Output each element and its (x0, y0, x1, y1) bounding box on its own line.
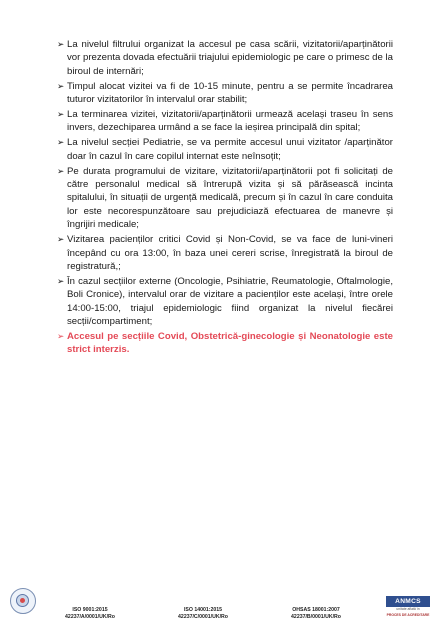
certification-code: 42237/A/0001/UK/Ro (65, 613, 115, 620)
visiting-rules-list (57, 38, 393, 358)
certification-standard: ISO 9001:2015 (72, 607, 108, 613)
rule-item (57, 233, 393, 273)
arrow-bullet-icon: ➢ (57, 165, 65, 176)
rule-text: La terminarea vizitei, vizitatorii/aparținătorii urmează același traseu în sens invers, dezechiparea urmând a se face la ieșirea principală din spital; (67, 109, 393, 134)
arrow-bullet-icon: ➢ (57, 275, 65, 286)
certification-code: 42237/B/0001/UK/Ro (291, 613, 341, 620)
seal-center-mark (20, 598, 25, 603)
certification-standard: ISO 14001:2015 (183, 607, 223, 613)
certification-iso-14001 (167, 607, 239, 620)
rule-item (57, 38, 393, 78)
rule-item (57, 108, 393, 135)
certification-code: 42237/C/0001/UK/Ro (178, 613, 228, 620)
rule-item (57, 275, 393, 329)
rule-text: Timpul alocat vizitei va fi de 10-15 minute, pentru a se permite încadrarea tuturor vizitatorilor în intervalul orar stabilit; (67, 80, 393, 106)
arrow-bullet-icon: ➢ (57, 109, 65, 120)
arrow-bullet-icon: ➢ (57, 331, 65, 342)
rule-text: Pe durata programului de vizitare, vizitatorii/aparținătorii pot fi solicitați de către personalul medical să întrerupă vizita și să părăsească incinta spitalului, în situații de urgență medicală, precum și în cazul în care conduita lor este necorespunzătoare sau prejudiciază efectuarea de manevre și îngrijiri medicale; (67, 165, 393, 231)
certification-standard: OHSAS 18001:2007 (292, 607, 340, 613)
accreditation-line-1: unitate aflată în (396, 607, 420, 611)
certification-iso-9001 (54, 607, 126, 620)
rule-text: La nivelul filtrului organizat la accesul pe casa scării, vizitatorii/aparținătorii vor prezenta dovada efectuării triajului epidemiologic pe care o primesc de la biroul de internări; (67, 39, 393, 77)
arrow-bullet-icon: ➢ (57, 80, 65, 91)
rule-item-prohibited-access (57, 330, 393, 357)
arrow-bullet-icon: ➢ (57, 234, 65, 245)
arrow-bullet-icon: ➢ (57, 39, 65, 49)
arrow-bullet-icon: ➢ (57, 137, 65, 148)
rule-item (57, 165, 393, 232)
certification-ohsas-18001 (280, 607, 352, 620)
accreditation-line-2: PROCES DE ACREDITARE (386, 613, 430, 618)
rule-item (57, 136, 393, 163)
anmcs-accreditation-logo (386, 596, 430, 618)
hospital-seal-icon (10, 588, 36, 614)
rule-text: La nivelul secției Pediatrie, se va permite accesul unui vizitator /aparținător doar în cazul în care copilul internat este neînsoțit; (67, 137, 393, 162)
rule-text: Vizitarea pacienților critici Covid și Non-Covid, se va face de luni-vineri începând cu ora 13:00, în baza unei cereri scrise, înregistrată la biroul de registratură,; (67, 234, 393, 272)
certification-footer (0, 586, 437, 640)
rule-item (57, 80, 393, 107)
anmcs-badge: ANMCS (386, 596, 430, 607)
rule-text-emphasized: Accesul pe secțiile Covid, Obstetrică-ginecologie și Neonatologie este strict interzis. (67, 331, 393, 356)
rule-text: În cazul secțiilor externe (Oncologie, Psihiatrie, Reumatologie, Oftalmologie, Boli Cronice), intervalul orar de vizitare a pacienților este același, între orele 14:00-15:00, triajul epidemiologic fiind organizat la nivelul fiecărei secții/compartiment; (67, 275, 393, 328)
